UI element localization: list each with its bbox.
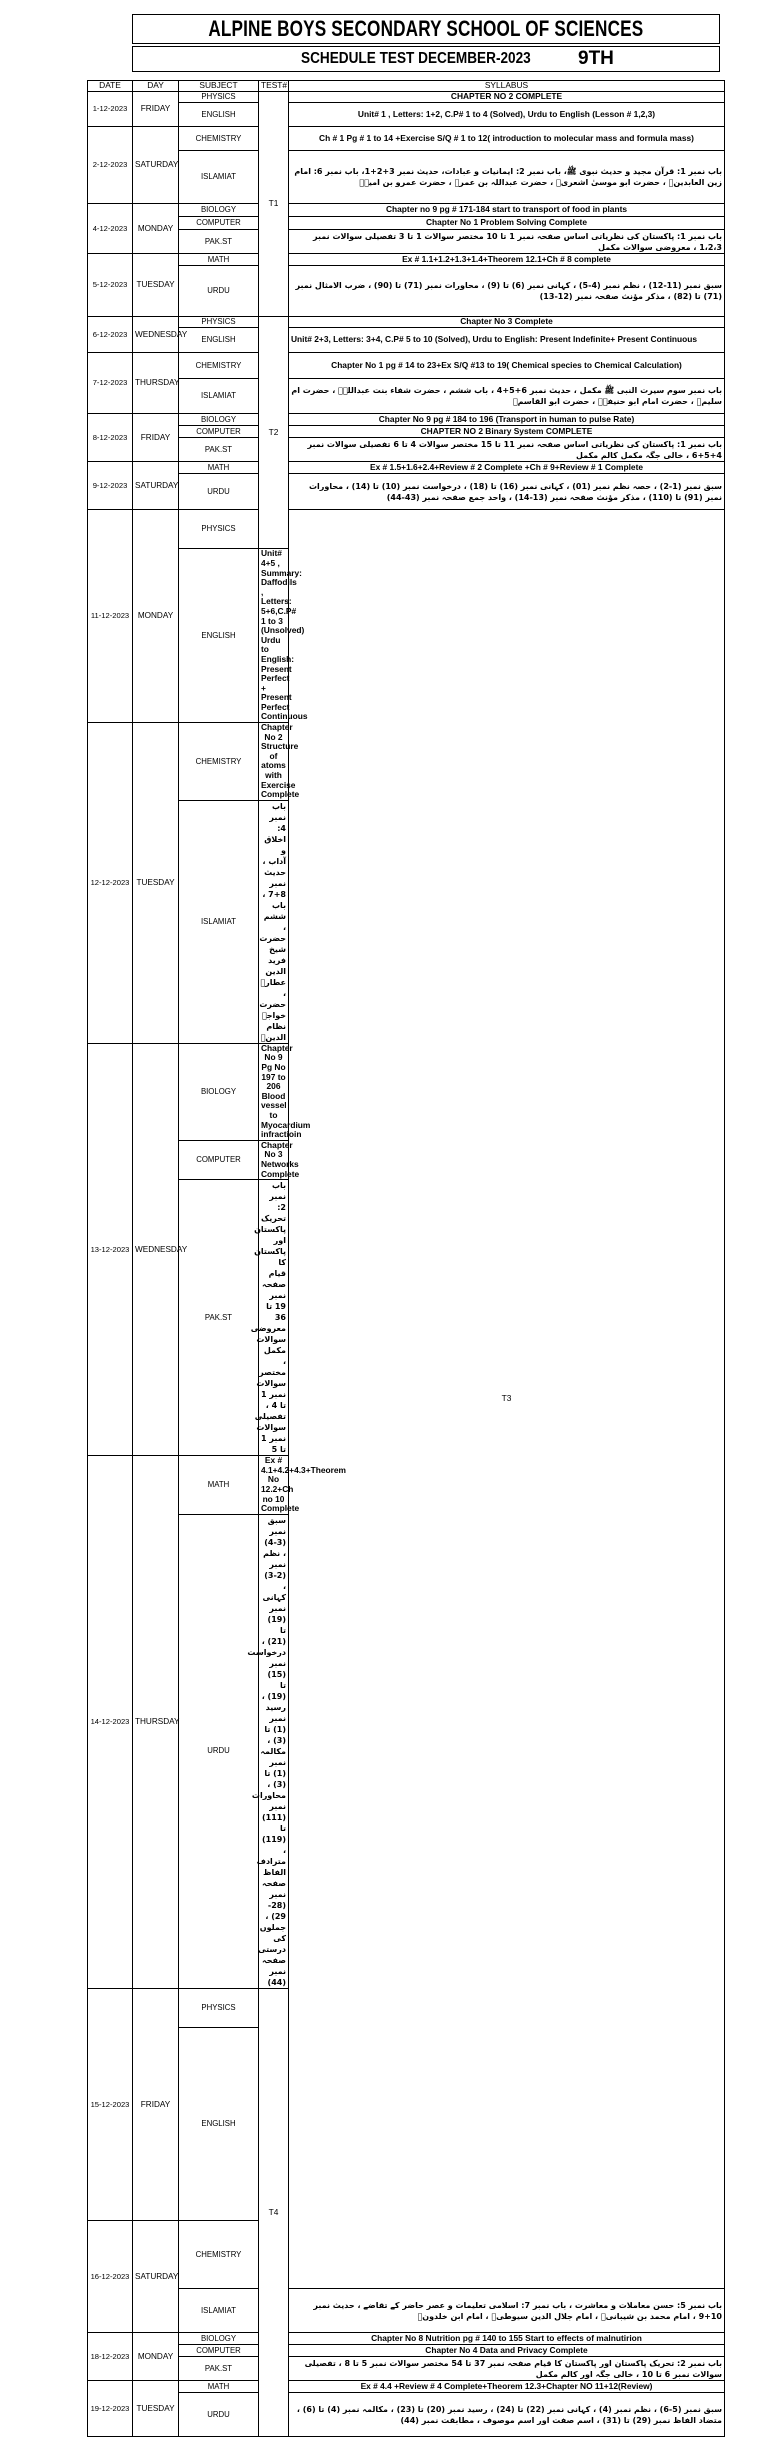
subject-cell: CHEMISTRY [179,2220,259,2288]
table-row [88,438,725,462]
table-row [88,230,725,254]
syllabus-cell: Chapter No 9 pg # 184 to 196 (Transport in human to pulse Rate) [289,414,725,426]
table-row [88,254,725,266]
syllabus-cell: Chapter No 8 Nutrition pg # 140 to 155 Start to effects of malnutirion [289,2333,725,2345]
date-cell: 6-12-2023 [88,317,133,353]
date-cell: 13-12-2023 [88,1043,133,1455]
header-test: TEST# [259,81,289,92]
subject-cell: ENGLISH [179,549,259,723]
table-row [88,2357,725,2381]
subject-cell: BIOLOGY [179,1043,259,1140]
subject-cell: BIOLOGY [179,414,259,426]
date-cell: 12-12-2023 [88,723,133,1044]
date-cell: 11-12-2023 [88,510,133,723]
syllabus-cell: Chapter No 2 Structure of atoms with Exercise Complete [259,723,289,801]
date-cell: 19-12-2023 [88,2381,133,2437]
school-title: ALPINE BOYS SECONDARY SCHOOL OF SCIENCES [208,16,644,41]
table-row [88,204,725,217]
day-cell: SATURDAY [133,2220,179,2332]
syllabus-cell: باب نمبر سوم سیرت النبی ﷺ مکمل ، حدیث نمبر 6+5+4 ، باب ششم ، حضرت شفاء بنت عبداللہؓ ، حضرت ام سلیمؓ ، حضرت امام ابو حنیفہؒ ، حضرت ابو القاسمؒ [289,379,725,414]
date-cell: 5-12-2023 [88,254,133,317]
test-cell: T4 [259,1988,289,2436]
syllabus-cell: Chapter No 3 Networks Complete [259,1140,289,1179]
day-cell: WEDNESDAY [133,317,179,353]
subject-cell: COMPUTER [179,1140,259,1179]
syllabus-cell: Chapter No 3 Complete [289,317,725,328]
syllabus-cell: سبق نمبر (11-12) ، نظم نمبر (4-5) ، کہانی نمبر (6) تا (9) ، محاورات نمبر (71) تا (90) ، ضرب الامثال نمبر (71) تا (82) ، مذکر مؤنث صفحہ نمبر (12-13) [289,266,725,317]
syllabus-cell: Chapter No 1 Problem Solving Complete [289,217,725,230]
table-row [88,510,725,549]
subject-cell: ENGLISH [179,328,259,353]
subject-cell: PHYSICS [179,92,259,103]
syllabus-cell: باب نمبر 2: تحریک پاکستان اور پاکستان کا قیام صفحہ نمبر 37 تا 54 مختصر سوالات نمبر 5 تا 8 ، تفصیلی سوالات نمبر 6 تا 10 ، خالی جگہ اور کالم مکمل [289,2357,725,2381]
table-row [88,151,725,204]
table-row [88,103,725,127]
date-cell: 15-12-2023 [88,1988,133,2220]
table-row [88,426,725,438]
date-cell: 2-12-2023 [88,127,133,204]
subtitle-box [132,46,720,72]
syllabus-cell: Unit# 1 , Letters: 1+2, C.P# 1 to 4 (Solved), Urdu to English (Lesson # 1,2,3) [289,103,725,127]
subject-cell: MATH [179,462,259,474]
subject-cell: URDU [179,266,259,317]
test-cell: T1 [259,92,289,317]
date-cell: 18-12-2023 [88,2333,133,2381]
syllabus-cell: Chapter No 9 Pg No 197 to 206 Blood vessel to Myocardium infractioin [259,1043,289,1140]
syllabus-cell: باب نمبر 1: پاکستان کی نظریاتی اساس صفحہ نمبر 11 تا 15 مختصر سوالات 4 تا 6 تفصیلی سوالات نمبر 4+5+6 ، خالی جگہ مکمل کالم مکمل [289,438,725,462]
header-date: DATE [88,81,133,92]
day-cell: TUESDAY [133,254,179,317]
date-cell: 4-12-2023 [88,204,133,254]
schedule-table [87,80,725,2437]
date-cell: 16-12-2023 [88,2220,133,2332]
title-box [132,14,720,44]
table-row [88,474,725,510]
day-cell: TUESDAY [133,2381,179,2437]
subject-cell: ISLAMIAT [179,151,259,204]
subject-cell: URDU [179,1514,259,1988]
syllabus-cell: باب نمبر 4: اخلاق و آداب ، حدیث نمبر 8+7 ، باب ششم ، حضرت شیخ فرید الدین عطارؒ ، حضرت خواجہ نظام الدینؒ [259,800,289,1043]
subject-cell: ISLAMIAT [179,2289,259,2333]
subject-cell: PAK.ST [179,230,259,254]
syllabus-cell: باب نمبر 1: پاکستان کی نظریاتی اساس صفحہ نمبر 1 تا 10 مختصر سوالات 1 تا 3 تفصیلی سوالات نمبر 1،2،3 ، معروضی سوالات مکمل [289,230,725,254]
syllabus-cell: Ex # 1.5+1.6+2.4+Review # 2 Complete +Ch # 9+Review # 1 Complete [289,462,725,474]
day-cell: MONDAY [133,2333,179,2381]
schedule-title: SCHEDULE TEST DECEMBER-2023 [301,50,531,67]
syllabus-cell: سبق نمبر (1-2) ، حصہ نظم نمبر (01) ، کہانی نمبر (16) تا (18) ، درخواست نمبر (10) تا (14) ، محاورات نمبر (91) تا (110) ، مذکر مؤنث صفحہ نمبر (13-14) ، واحد جمع صفحہ نمبر (43-44) [289,474,725,510]
table-row [88,217,725,230]
day-cell: WEDNESDAY [133,1043,179,1455]
syllabus-cell: باب نمبر 2: تحریک پاکستان اور پاکستان کا قیام صفحہ نمبر 19 تا 36 معروضی سوالات مکمل ، مختصر سوالات نمبر 1 تا 4 ، تفصیلی سوالات نمبر 1 تا 5 [259,1180,289,1456]
day-cell: MONDAY [133,204,179,254]
table-row [88,379,725,414]
subject-cell: MATH [179,1456,259,1515]
table-row [88,2381,725,2393]
table-row [88,127,725,151]
syllabus-cell: Ex # 1.1+1.2+1.3+1.4+Theorem 12.1+Ch # 8 complete [289,254,725,266]
syllabus-cell: Chapter No 1 pg # 14 to 23+Ex S/Q #13 to 19( Chemical species to Chemical Calculation) [289,353,725,379]
table-row [88,353,725,379]
subject-cell: URDU [179,474,259,510]
subject-cell: PHYSICS [179,1988,259,2027]
syllabus-cell: سبق نمبر (3-4) ، نظم نمبر (2-3) ، کہانی نمبر (19) تا (21) ، درخواست نمبر (15) تا (19) ، رسید نمبر (1) تا (3) ، مکالمہ نمبر (1) تا (3) ، محاورات نمبر (111) تا (119) ، مترادف الفاظ صفحہ نمبر (28-29) ، جملوں کی درستی صفحہ نمبر (44) [259,1514,289,1988]
date-cell: 1-12-2023 [88,92,133,127]
subject-cell: URDU [179,2393,259,2437]
day-cell: FRIDAY [133,1988,179,2220]
subject-cell: CHEMISTRY [179,723,259,801]
table-row [88,2333,725,2345]
syllabus-cell: Ex # 4.4 +Review # 4 Complete+Theorem 12.3+Chapter NO 11+12(Review) [289,2381,725,2393]
subject-cell: CHEMISTRY [179,353,259,379]
syllabus-cell: Chapter no 9 pg # 171-184 start to transport of food in plants [289,204,725,217]
subject-cell: CHEMISTRY [179,127,259,151]
subject-cell: COMPUTER [179,2345,259,2357]
syllabus-cell: باب نمبر 1: قرآن مجید و حدیث نبوی ﷺ، باب نمبر 2: ایمانیات و عبادات، حدیث نمبر 3+2+1، باب نمبر 6: امام زین العابدینؒ ، حضرت ابو موسیٰ اشعریؓ ، حضرت عبداللہ بن عمرؓ ، حضرت عمرو بن امیہؓ [289,151,725,204]
day-cell: FRIDAY [133,92,179,127]
subject-cell: BIOLOGY [179,204,259,217]
subject-cell: ENGLISH [179,103,259,127]
table-row [88,2345,725,2357]
subject-cell: PAK.ST [179,2357,259,2381]
day-cell: SATURDAY [133,127,179,204]
subject-cell: PHYSICS [179,510,259,549]
grade-label: 9TH [578,48,614,69]
day-cell: TUESDAY [133,723,179,1044]
date-cell: 9-12-2023 [88,462,133,510]
header-subject: SUBJECT [179,81,259,92]
date-cell: 8-12-2023 [88,414,133,462]
table-row [88,92,725,103]
table-header-row [88,81,725,92]
syllabus-cell: Unit# 4+5 , Summary: Daffodils , Letters: 5+6,C.P# 1 to 3 (Unsolved) Urdu to English: Present Perfect + Present Perfect Continuous [259,549,289,723]
date-cell: 7-12-2023 [88,353,133,414]
day-cell: THURSDAY [133,1456,179,1989]
syllabus-cell: سبق نمبر (5-6) ، نظم نمبر (4) ، کہانی نمبر (22) تا (24) ، رسید نمبر (20) تا (23) ، مکالمہ نمبر (4) تا (6) ، متضاد الفاظ نمبر (29) تا (31) ، اسم صفت اور اسم موصوف ، مطابقت نمبر (44) [289,2393,725,2437]
table-row [88,266,725,317]
table-row [88,317,725,328]
test-cell: T2 [259,317,289,549]
subject-cell: COMPUTER [179,426,259,438]
syllabus-cell: Unit# 2+3, Letters: 3+4, C.P# 5 to 10 (Solved), Urdu to English: Present Indefinite+ Present Continuous [289,328,725,353]
subject-cell: MATH [179,2381,259,2393]
table-row [88,2393,725,2437]
subject-cell: ISLAMIAT [179,800,259,1043]
subject-cell: PHYSICS [179,317,259,328]
subject-cell: PAK.ST [179,438,259,462]
table-row [88,414,725,426]
subject-cell: ENGLISH [179,2028,259,2221]
test-cell: T3 [289,510,725,2289]
day-cell: MONDAY [133,510,179,723]
subject-cell: COMPUTER [179,217,259,230]
subject-cell: PAK.ST [179,1180,259,1456]
syllabus-cell: CHAPTER NO 2 COMPLETE [289,92,725,103]
table-row [88,462,725,474]
header-syllabus: SYLLABUS [289,81,725,92]
table-row [88,2289,725,2333]
syllabus-cell: Ch # 1 Pg # 1 to 14 +Exercise S/Q # 1 to 12( introduction to molecular mass and formula mass) [289,127,725,151]
subject-cell: BIOLOGY [179,2333,259,2345]
subject-cell: MATH [179,254,259,266]
date-cell: 14-12-2023 [88,1456,133,1989]
subject-cell: ISLAMIAT [179,379,259,414]
header-day: DAY [133,81,179,92]
syllabus-cell: Chapter No 4 Data and Privacy Complete [289,2345,725,2357]
day-cell: THURSDAY [133,353,179,414]
syllabus-cell: باب نمبر 5: حسن معاملات و معاشرت ، باب نمبر 7: اسلامی تعلیمات و عصر حاضر کے تقاضے ، حدیث نمبر 10+9 ، امام محمد بن شیبانیؒ ، امام جلال الدین سیوطیؒ ، امام ابن خلدونؒ [289,2289,725,2333]
syllabus-cell: CHAPTER NO 2 Binary System COMPLETE [289,426,725,438]
day-cell: SATURDAY [133,462,179,510]
syllabus-cell: Ex # 4.1+4.2+4.3+Theorem No 12.2+Ch no 10 Complete [259,1456,289,1515]
day-cell: FRIDAY [133,414,179,462]
